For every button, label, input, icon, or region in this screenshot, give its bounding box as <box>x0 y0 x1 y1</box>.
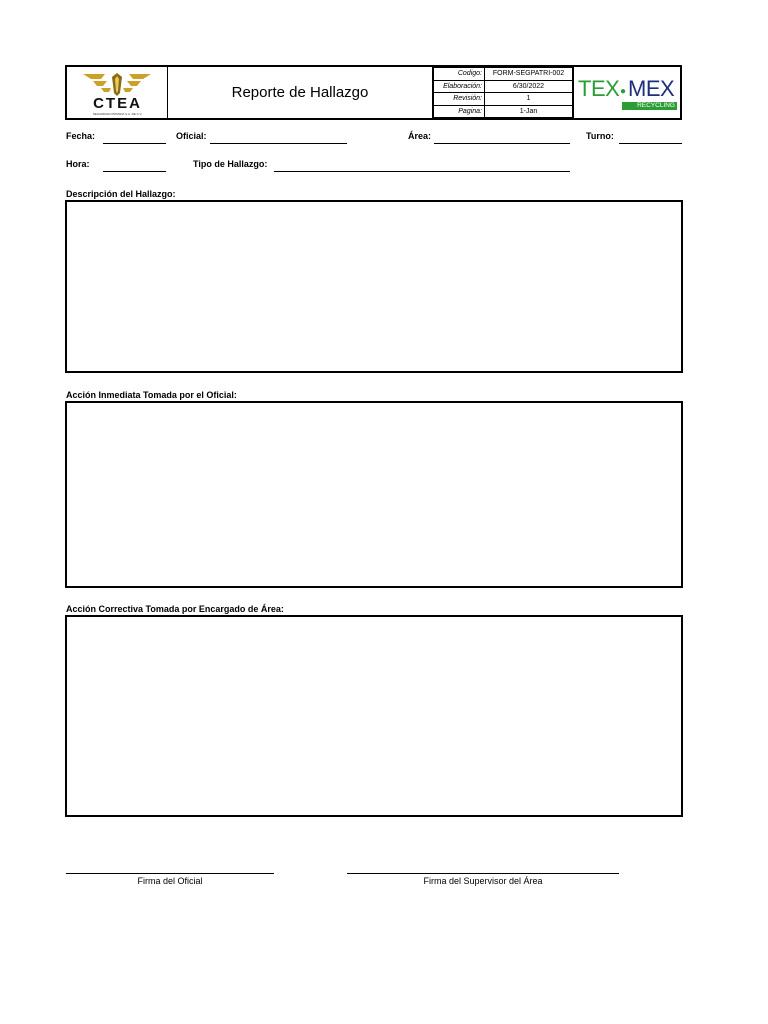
accion-correctiva-textbox[interactable] <box>65 615 683 817</box>
meta-key: Pagina: <box>434 105 485 118</box>
meta-value: 6/30/2022 <box>485 80 573 93</box>
accion-inmediata-textbox[interactable] <box>65 401 683 588</box>
document-meta-table <box>433 67 573 118</box>
texmex-logo-part1: TEX <box>578 76 620 101</box>
oficial-label: Oficial: <box>176 131 207 141</box>
meta-row <box>434 80 573 93</box>
meta-row <box>434 68 573 81</box>
meta-value: 1-Jan <box>485 105 573 118</box>
ctea-logo-subtitle: SEGURIDAD PRIVADA S.A. DE C.V. <box>92 112 143 116</box>
meta-key: Elaboración: <box>434 80 485 93</box>
turno-field[interactable] <box>619 143 682 144</box>
firma-supervisor-label: Firma del Supervisor del Área <box>423 876 543 886</box>
document-header <box>65 65 682 120</box>
leaf-icon: ● <box>620 86 627 97</box>
area-label: Área: <box>408 131 432 141</box>
hora-field[interactable] <box>103 171 166 172</box>
ctea-logo <box>67 67 168 118</box>
firma-oficial-line[interactable] <box>66 873 274 874</box>
meta-row <box>434 93 573 106</box>
fecha-field[interactable] <box>103 143 166 144</box>
texmex-logo-part2: MEX <box>628 76 675 101</box>
ctea-logo-text: CTEA <box>93 95 142 112</box>
oficial-field[interactable] <box>210 143 347 144</box>
hora-label: Hora: <box>66 159 90 169</box>
meta-value: FORM-SEGPATRI-002 <box>485 68 573 81</box>
area-field[interactable] <box>434 143 570 144</box>
accion-inmediata-label: Acción Inmediata Tomada por el Oficial: <box>66 390 237 400</box>
firma-oficial-label: Firma del Oficial <box>137 876 203 886</box>
meta-value: 1 <box>485 93 573 106</box>
descripcion-textbox[interactable] <box>65 200 683 373</box>
turno-label: Turno: <box>586 131 614 141</box>
meta-key: Codigo: <box>434 68 485 81</box>
meta-key: Revisión: <box>434 93 485 106</box>
texmex-logo <box>573 67 680 118</box>
texmex-tagline: RECYCLING <box>637 102 675 109</box>
accion-correctiva-label: Acción Correctiva Tomada por Encargado de Área: <box>66 604 284 614</box>
document-title: Reporte de Hallazgo <box>168 67 433 118</box>
meta-row <box>434 105 573 118</box>
tipo-hallazgo-field[interactable] <box>274 171 570 172</box>
descripcion-label: Descripción del Hallazgo: <box>66 189 176 199</box>
tipo-hallazgo-label: Tipo de Hallazgo: <box>193 159 268 169</box>
firma-supervisor-line[interactable] <box>347 873 619 874</box>
ctea-emblem-icon <box>81 71 153 97</box>
fecha-label: Fecha: <box>66 131 96 141</box>
